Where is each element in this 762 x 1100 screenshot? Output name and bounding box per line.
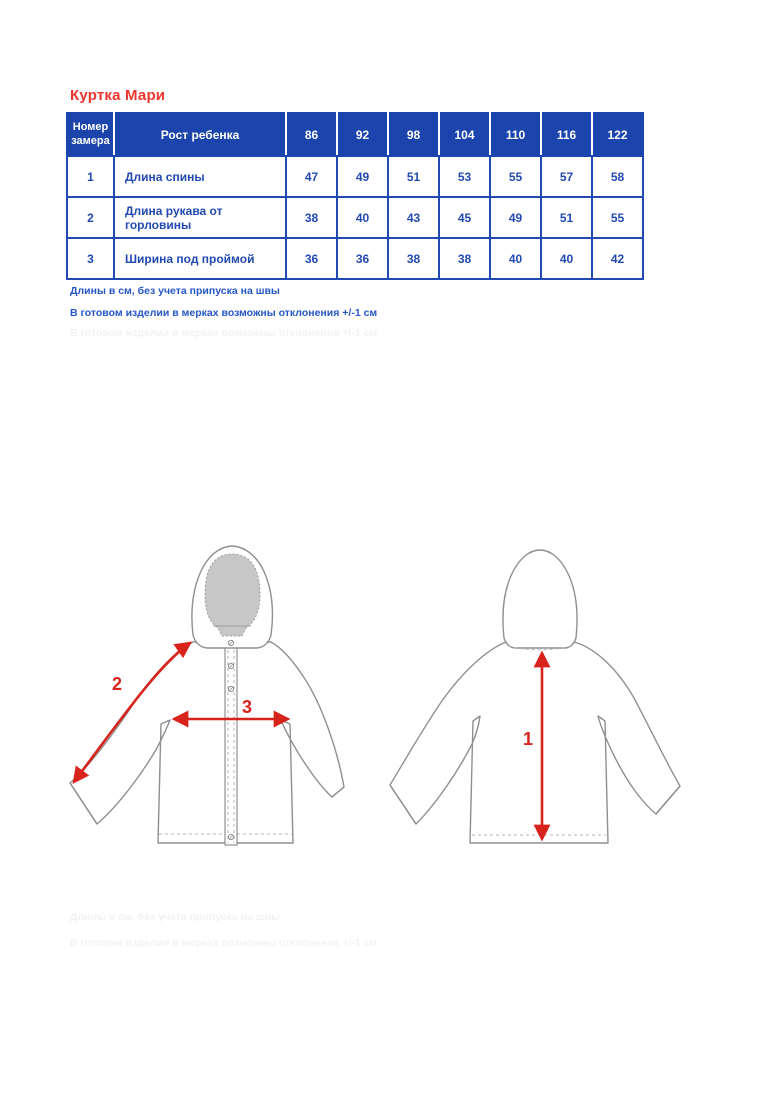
- measure-number-cell: 2: [67, 197, 114, 238]
- value-cell: 36: [286, 238, 337, 279]
- header-child-height: Рост ребенка: [114, 113, 286, 156]
- header-size-cell: 98: [388, 113, 439, 156]
- back-length-measure-label: 1: [522, 729, 533, 749]
- measure-name-cell: Длина рукава от горловины: [114, 197, 286, 238]
- value-cell: 51: [388, 156, 439, 197]
- header-size-cell: 110: [490, 113, 541, 156]
- value-cell: 49: [337, 156, 388, 197]
- hood-outline: [503, 550, 577, 648]
- value-cell: 57: [541, 156, 592, 197]
- value-cell: 42: [592, 238, 643, 279]
- measure-number-cell: 3: [67, 238, 114, 279]
- value-cell: 49: [490, 197, 541, 238]
- jacket-front-body-outline: [70, 642, 344, 843]
- value-cell: 55: [490, 156, 541, 197]
- measure-name-cell: Ширина под проймой: [114, 238, 286, 279]
- table-header-row: [67, 113, 643, 156]
- value-cell: 45: [439, 197, 490, 238]
- value-cell: 38: [439, 238, 490, 279]
- value-cell: 36: [337, 238, 388, 279]
- header-size-cell: 86: [286, 113, 337, 156]
- value-cell: 40: [490, 238, 541, 279]
- value-cell: 38: [286, 197, 337, 238]
- value-cell: 43: [388, 197, 439, 238]
- note-tolerance: В готовом изделии в мерках возможны отклонения +/-1 см: [70, 307, 378, 319]
- faint-text-line: В готовом изделии в мерках возможны отклонения +/-1 см: [70, 327, 378, 339]
- measure-name-cell: Длина спины: [114, 156, 286, 197]
- header-size-cell: 116: [541, 113, 592, 156]
- page-title: Куртка Мари: [70, 87, 166, 104]
- table-row: [67, 156, 643, 197]
- header-size-cell: 104: [439, 113, 490, 156]
- jacket-back-body-outline: [390, 642, 680, 843]
- header-size-cell: 92: [337, 113, 388, 156]
- faint-text-line: В готовом изделии в мерках возможны отклонения +/-1 см: [70, 937, 378, 949]
- value-cell: 53: [439, 156, 490, 197]
- measure-number-cell: 1: [67, 156, 114, 197]
- header-measure-number: Номер замера: [67, 113, 114, 156]
- value-cell: 40: [337, 197, 388, 238]
- faint-text-line: Длины в см, без учета припуска на швы: [70, 911, 280, 923]
- note-units: Длины в см, без учета припуска на швы: [70, 285, 280, 297]
- chest-measure-label: 3: [241, 697, 253, 717]
- value-cell: 51: [541, 197, 592, 238]
- table-row: [67, 238, 643, 279]
- jacket-front-sketch: [60, 540, 350, 855]
- value-cell: 55: [592, 197, 643, 238]
- size-table: [66, 112, 644, 280]
- jacket-back-sketch: [380, 540, 700, 855]
- table-row: [67, 197, 643, 238]
- header-size-cell: 122: [592, 113, 643, 156]
- value-cell: 38: [388, 238, 439, 279]
- value-cell: 58: [592, 156, 643, 197]
- value-cell: 40: [541, 238, 592, 279]
- value-cell: 47: [286, 156, 337, 197]
- sleeve-measure-label: 2: [111, 674, 123, 694]
